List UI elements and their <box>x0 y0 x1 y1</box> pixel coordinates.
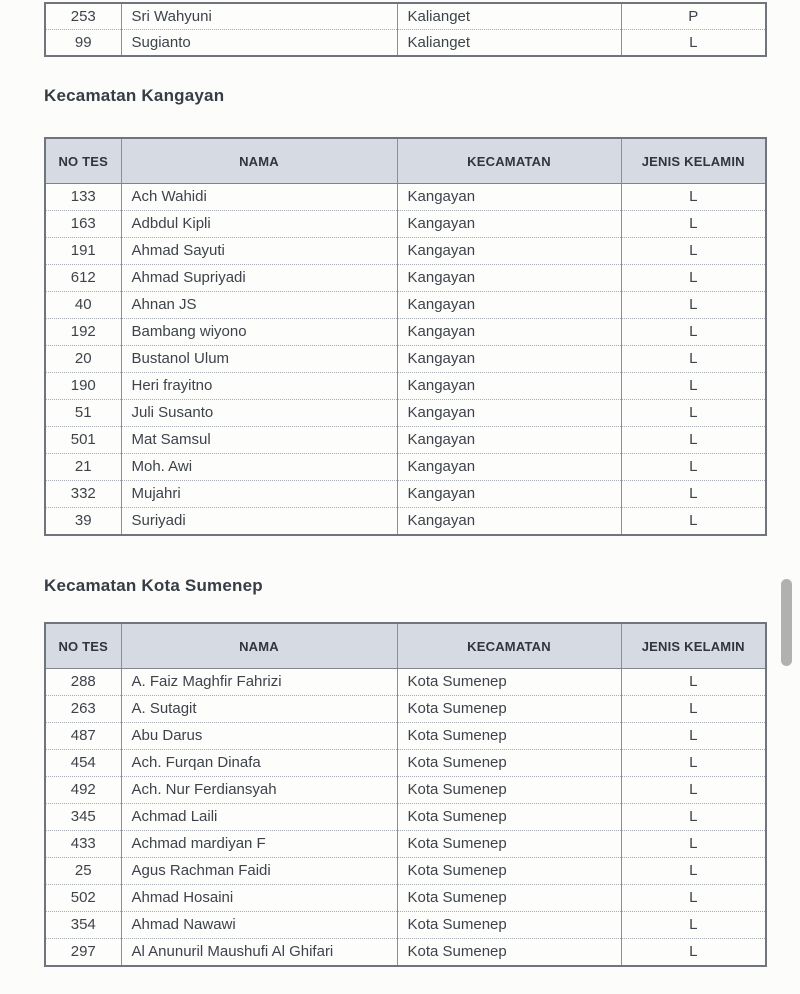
jenis-kelamin-cell: L <box>621 265 766 292</box>
table-row <box>45 184 766 211</box>
kalianget-table-partial <box>44 2 767 57</box>
nama-cell: Abu Darus <box>121 723 397 750</box>
nama-cell: Sugianto <box>121 30 397 57</box>
section-kangayan <box>0 86 800 536</box>
no-tes-cell: 25 <box>45 858 121 885</box>
jenis-kelamin-cell: L <box>621 454 766 481</box>
jenis-kelamin-cell: L <box>621 831 766 858</box>
no-tes-cell: 21 <box>45 454 121 481</box>
nama-cell: Juli Susanto <box>121 400 397 427</box>
no-tes-cell: 133 <box>70 188 96 205</box>
no-tes-cell: 454 <box>45 750 121 777</box>
no-tes-cell: 253 <box>70 7 96 25</box>
nama-cell: Agus Rachman Faidi <box>121 858 397 885</box>
no-tes-cell: 501 <box>45 427 121 454</box>
table-row <box>45 373 766 400</box>
kecamatan-cell: Kangayan <box>397 292 621 319</box>
kecamatan-cell: Kota Sumenep <box>397 750 621 777</box>
kecamatan-cell: Kota Sumenep <box>397 804 621 831</box>
table-row <box>45 346 766 373</box>
no-tes-cell: 297 <box>45 939 121 967</box>
no-tes-cell: 190 <box>45 373 121 400</box>
nama-cell: Sri Wahyuni <box>121 3 397 30</box>
jenis-kelamin-cell: L <box>621 373 766 400</box>
nama-cell: Achmad Laili <box>121 804 397 831</box>
kota-sumenep-table-body <box>45 669 766 967</box>
nama-cell: Achmad mardiyan F <box>121 831 397 858</box>
table-row <box>45 3 766 30</box>
col-header-kecamatan: KECAMATAN <box>397 623 621 669</box>
kangayan-table <box>44 137 767 536</box>
table-row <box>45 265 766 292</box>
kecamatan-cell: Kangayan <box>397 427 621 454</box>
kecamatan-cell: Kota Sumenep <box>397 669 621 696</box>
kangayan-table-body <box>45 184 766 536</box>
jenis-kelamin-cell: L <box>621 427 766 454</box>
jenis-kelamin-cell: L <box>621 481 766 508</box>
jenis-kelamin-cell: P <box>621 3 766 30</box>
table-row <box>45 211 766 238</box>
table-row <box>45 750 766 777</box>
no-tes-cell: 99 <box>45 30 121 57</box>
kecamatan-cell: Kangayan <box>397 319 621 346</box>
jenis-kelamin-cell: L <box>621 319 766 346</box>
nama-cell: Heri frayitno <box>121 373 397 400</box>
jenis-kelamin-cell: L <box>621 184 766 211</box>
no-tes-cell: 20 <box>45 346 121 373</box>
table-row <box>45 454 766 481</box>
jenis-kelamin-cell: L <box>621 939 766 967</box>
jenis-kelamin-cell: L <box>621 696 766 723</box>
kecamatan-cell: Kota Sumenep <box>397 777 621 804</box>
no-tes-cell: 192 <box>45 319 121 346</box>
kecamatan-cell: Kangayan <box>397 454 621 481</box>
nama-cell: A. Faiz Maghfir Fahrizi <box>121 669 397 696</box>
nama-cell: Suriyadi <box>121 508 397 536</box>
nama-cell: A. Sutagit <box>121 696 397 723</box>
no-tes-cell: 487 <box>45 723 121 750</box>
kecamatan-cell: Kangayan <box>397 400 621 427</box>
jenis-kelamin-cell: L <box>621 804 766 831</box>
col-header-no-tes: NO TES <box>45 138 121 184</box>
kecamatan-cell: Kangayan <box>397 373 621 400</box>
col-header-no-tes: NO TES <box>45 623 121 669</box>
jenis-kelamin-cell: L <box>621 912 766 939</box>
kecamatan-cell: Kota Sumenep <box>397 723 621 750</box>
kecamatan-cell: Kangayan <box>397 184 621 211</box>
table-row <box>45 912 766 939</box>
table-row <box>45 30 766 57</box>
header-row <box>45 623 766 669</box>
jenis-kelamin-cell: L <box>621 508 766 536</box>
col-header-jenis-kelamin: JENIS KELAMIN <box>621 623 766 669</box>
table-row <box>45 238 766 265</box>
table-row <box>45 669 766 696</box>
jenis-kelamin-cell: L <box>621 238 766 265</box>
nama-cell: Adbdul Kipli <box>121 211 397 238</box>
jenis-kelamin-cell: L <box>621 723 766 750</box>
scrollbar-thumb[interactable] <box>781 579 792 666</box>
kecamatan-cell: Kalianget <box>397 30 621 57</box>
no-tes-cell: 40 <box>45 292 121 319</box>
jenis-kelamin-cell: L <box>621 750 766 777</box>
kecamatan-cell: Kangayan <box>397 211 621 238</box>
table-row <box>45 831 766 858</box>
kecamatan-cell: Kota Sumenep <box>397 939 621 967</box>
kecamatan-cell: Kota Sumenep <box>397 912 621 939</box>
kecamatan-cell: Kota Sumenep <box>397 696 621 723</box>
kangayan-table-header <box>45 138 766 184</box>
jenis-kelamin-cell: L <box>621 669 766 696</box>
no-tes-cell: 502 <box>45 885 121 912</box>
jenis-kelamin-cell: L <box>621 30 766 57</box>
table-row <box>45 696 766 723</box>
table-row <box>45 481 766 508</box>
no-tes-cell: 612 <box>45 265 121 292</box>
kecamatan-cell: Kangayan <box>397 238 621 265</box>
table-row <box>45 723 766 750</box>
kota-sumenep-table <box>44 622 767 967</box>
no-tes-cell: 288 <box>70 673 96 690</box>
col-header-nama: NAMA <box>121 138 397 184</box>
nama-cell: Ahmad Sayuti <box>121 238 397 265</box>
section-heading-kangayan: Kecamatan Kangayan <box>44 86 225 105</box>
section-heading-kota-sumenep: Kecamatan Kota Sumenep <box>44 576 263 595</box>
jenis-kelamin-cell: L <box>621 777 766 804</box>
jenis-kelamin-cell: L <box>621 211 766 238</box>
nama-cell: Moh. Awi <box>121 454 397 481</box>
nama-cell: Ahnan JS <box>121 292 397 319</box>
kecamatan-cell: Kangayan <box>397 481 621 508</box>
kota-sumenep-table-header <box>45 623 766 669</box>
jenis-kelamin-cell: L <box>621 400 766 427</box>
table-row <box>45 508 766 536</box>
jenis-kelamin-cell: L <box>621 858 766 885</box>
no-tes-cell: 163 <box>45 211 121 238</box>
jenis-kelamin-cell: L <box>621 346 766 373</box>
nama-cell: Ahmad Nawawi <box>121 912 397 939</box>
col-header-jenis-kelamin: JENIS KELAMIN <box>621 138 766 184</box>
nama-cell: Mujahri <box>121 481 397 508</box>
kecamatan-cell: Kangayan <box>397 346 621 373</box>
nama-cell: Ach. Furqan Dinafa <box>121 750 397 777</box>
no-tes-cell: 191 <box>45 238 121 265</box>
no-tes-cell: 354 <box>45 912 121 939</box>
no-tes-cell: 433 <box>45 831 121 858</box>
table-row <box>45 804 766 831</box>
table-row <box>45 400 766 427</box>
table-row <box>45 427 766 454</box>
kecamatan-cell: Kota Sumenep <box>397 831 621 858</box>
no-tes-cell: 492 <box>45 777 121 804</box>
jenis-kelamin-cell: L <box>621 292 766 319</box>
no-tes-cell: 332 <box>45 481 121 508</box>
kalianget-table-body <box>45 3 766 56</box>
no-tes-cell: 51 <box>45 400 121 427</box>
kecamatan-cell: Kangayan <box>397 508 621 536</box>
nama-cell: Bustanol Ulum <box>121 346 397 373</box>
table-row <box>45 885 766 912</box>
table-row <box>45 292 766 319</box>
col-header-kecamatan: KECAMATAN <box>397 138 621 184</box>
no-tes-cell: 39 <box>45 508 121 536</box>
nama-cell: Ahmad Supriyadi <box>121 265 397 292</box>
table-row <box>45 777 766 804</box>
nama-cell: Mat Samsul <box>121 427 397 454</box>
no-tes-cell: 263 <box>45 696 121 723</box>
kecamatan-cell: Kota Sumenep <box>397 858 621 885</box>
nama-cell: Al Anunuril Maushufi Al Ghifari <box>121 939 397 967</box>
kecamatan-cell: Kalianget <box>397 3 621 30</box>
table-row <box>45 858 766 885</box>
nama-cell: Ach Wahidi <box>121 184 397 211</box>
table-row <box>45 319 766 346</box>
header-row <box>45 138 766 184</box>
section-kota-sumenep <box>0 576 800 967</box>
no-tes-cell: 345 <box>45 804 121 831</box>
kecamatan-cell: Kota Sumenep <box>397 885 621 912</box>
col-header-nama: NAMA <box>121 623 397 669</box>
document-page <box>0 2 800 994</box>
kecamatan-cell: Kangayan <box>397 265 621 292</box>
nama-cell: Ahmad Hosaini <box>121 885 397 912</box>
nama-cell: Ach. Nur Ferdiansyah <box>121 777 397 804</box>
table-row <box>45 939 766 967</box>
nama-cell: Bambang wiyono <box>121 319 397 346</box>
jenis-kelamin-cell: L <box>621 885 766 912</box>
